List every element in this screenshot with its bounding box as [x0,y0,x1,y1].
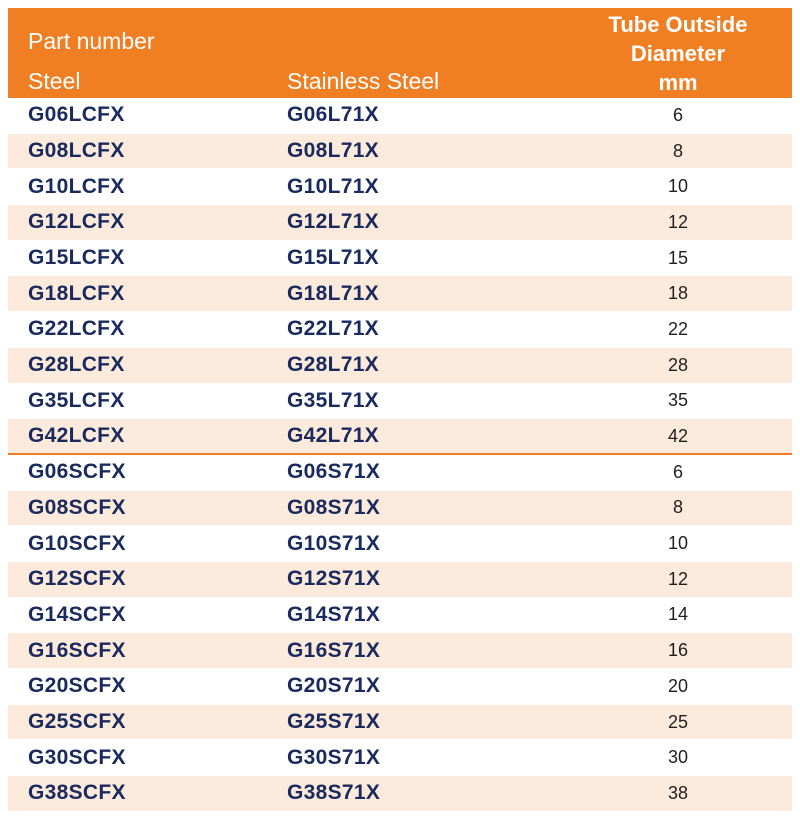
stainless-part-number: G06L71X [287,103,379,127]
stainless-part-number: G20S71X [287,674,381,698]
tube-outside-diameter: 14 [667,604,689,625]
stainless-part-number: G28L71X [287,353,379,377]
stainless-part-number: G06S71X [287,460,381,484]
tube-outside-diameter: 8 [672,497,683,518]
stainless-part-number: G25S71X [287,710,381,734]
tube-outside-diameter: 42 [667,425,689,446]
table-row [8,633,792,669]
table-row [8,526,792,562]
steel-part-number: G25SCFX [28,710,126,734]
steel-part-number: G20SCFX [28,674,126,698]
steel-part-number: G12LCFX [28,210,125,234]
table-row [8,384,792,420]
stainless-part-number: G22L71X [287,317,379,341]
part-number-table [8,8,792,812]
steel-part-number: G08SCFX [28,495,126,519]
steel-part-number: G38SCFX [28,781,126,805]
stainless-part-number: G12S71X [287,567,381,591]
tube-outside-diameter: 28 [667,354,689,375]
tube-outside-diameter: 20 [667,675,689,696]
steel-part-number: G10LCFX [28,174,125,198]
tube-outside-diameter: 35 [667,390,689,411]
table-row [8,134,792,170]
header-tube-outside-diameter [588,10,768,97]
tube-outside-diameter: 15 [667,247,689,268]
steel-part-number: G15LCFX [28,246,125,270]
header-tube-line3: mm [658,70,698,95]
tube-outside-diameter: 12 [667,211,689,232]
header-tube-line2: Diameter [630,41,726,66]
tube-outside-diameter: 10 [667,533,689,554]
stainless-part-number: G18L71X [287,281,379,305]
table-row [8,419,792,455]
stainless-part-number: G14S71X [287,602,381,626]
header-stainless-steel: Stainless Steel [287,68,440,94]
table-row [8,276,792,312]
tube-outside-diameter: 38 [667,782,689,803]
steel-part-number: G35LCFX [28,388,125,412]
table-header [8,8,792,98]
stainless-part-number: G08L71X [287,139,379,163]
stainless-part-number: G16S71X [287,638,381,662]
steel-part-number: G42LCFX [28,424,125,448]
tube-outside-diameter: 25 [667,711,689,732]
steel-part-number: G14SCFX [28,602,126,626]
table-row [8,598,792,634]
header-part-number: Part number [28,28,155,54]
steel-part-number: G30SCFX [28,745,126,769]
tube-outside-diameter: 12 [667,568,689,589]
tube-outside-diameter: 10 [667,176,689,197]
stainless-part-number: G35L71X [287,388,379,412]
table-row [8,740,792,776]
table-row [8,348,792,384]
steel-part-number: G08LCFX [28,139,125,163]
table-row [8,205,792,241]
steel-part-number: G22LCFX [28,317,125,341]
table-row [8,705,792,741]
table-row [8,669,792,705]
table-row [8,776,792,812]
stainless-part-number: G38S71X [287,781,381,805]
table-row [8,98,792,134]
table-row [8,455,792,491]
tube-outside-diameter: 6 [672,104,683,125]
tube-outside-diameter: 18 [667,283,689,304]
steel-part-number: G28LCFX [28,353,125,377]
stainless-part-number: G08S71X [287,495,381,519]
header-steel: Steel [28,68,81,94]
steel-part-number: G06SCFX [28,460,126,484]
table-row [8,241,792,277]
stainless-part-number: G42L71X [287,424,379,448]
table-row [8,169,792,205]
stainless-part-number: G10L71X [287,174,379,198]
tube-outside-diameter: 30 [667,747,689,768]
steel-part-number: G10SCFX [28,531,126,555]
steel-part-number: G16SCFX [28,638,126,662]
stainless-part-number: G15L71X [287,246,379,270]
steel-part-number: G12SCFX [28,567,126,591]
tube-outside-diameter: 6 [672,461,683,482]
tube-outside-diameter: 16 [667,640,689,661]
table-body [8,98,792,812]
steel-part-number: G06LCFX [28,103,125,127]
table-row [8,562,792,598]
tube-outside-diameter: 22 [667,318,689,339]
table-row [8,312,792,348]
header-tube-line1: Tube Outside [608,12,748,37]
stainless-part-number: G12L71X [287,210,379,234]
stainless-part-number: G10S71X [287,531,381,555]
stainless-part-number: G30S71X [287,745,381,769]
steel-part-number: G18LCFX [28,281,125,305]
tube-outside-diameter: 8 [672,140,683,161]
table-row [8,491,792,527]
